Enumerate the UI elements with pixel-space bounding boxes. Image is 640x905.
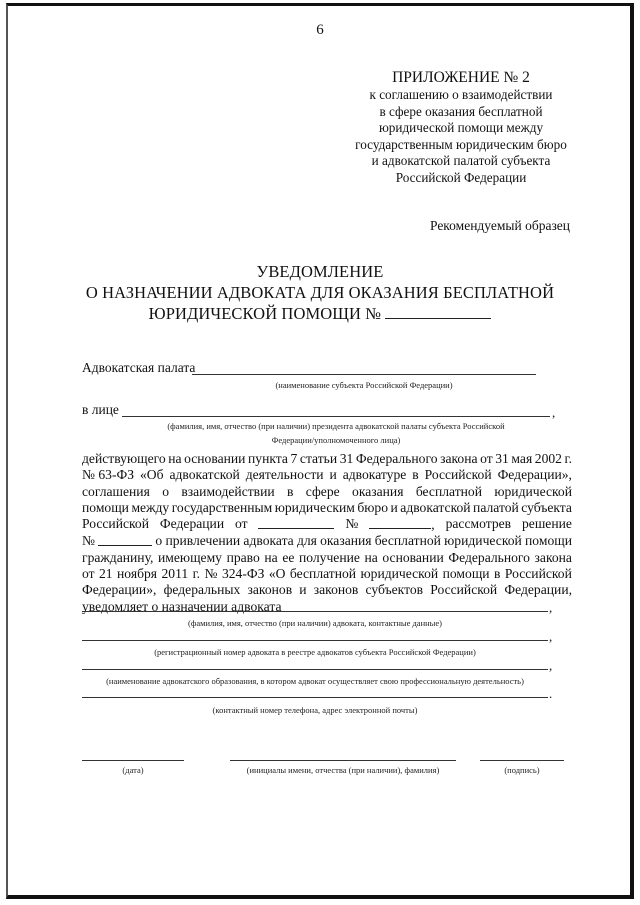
signature-caption: (подпись) — [504, 765, 540, 775]
body-word: на — [168, 451, 182, 466]
body-line — [82, 500, 572, 516]
body-word: закона — [534, 549, 572, 565]
body-word: Российской — [504, 566, 572, 582]
notice-number-field[interactable] — [385, 304, 491, 319]
date-caption: (дата) — [122, 765, 144, 775]
body-line — [82, 582, 572, 598]
body-word: бюро — [357, 499, 389, 515]
body-word: имеющему — [158, 549, 222, 565]
appendix-line: в сфере оказания бесплатной — [379, 103, 543, 119]
represented-by-label: в лице — [82, 402, 119, 417]
body-word: Федерального — [448, 549, 530, 565]
body-word: статьи — [299, 451, 338, 466]
body-word: «О — [268, 566, 286, 582]
body-word: адвоката — [243, 533, 294, 549]
body-word: взаимодействии — [181, 483, 275, 499]
body-word: адвокатской — [169, 467, 240, 483]
decision-number-field[interactable] — [98, 533, 152, 546]
body-line: уведомляет о назначении адвоката — [82, 598, 282, 614]
body-line: Российской Федерации от № , рассмотрев решение — [82, 516, 572, 533]
body-word: сфере — [305, 483, 340, 499]
agreement-number-field[interactable] — [369, 516, 431, 529]
body-word: помощи — [442, 566, 490, 582]
body-word: 7 — [290, 451, 298, 466]
body-word: законов — [313, 582, 359, 598]
body-word: соглашения — [82, 483, 150, 499]
name-initials-field[interactable] — [230, 760, 456, 761]
body-word: оказания — [352, 483, 404, 499]
body-word: Федерации», — [82, 582, 157, 598]
body-word: Российской — [424, 467, 492, 483]
body-word: действующего — [82, 451, 166, 466]
appendix-heading: ПРИЛОЖЕНИЕ № 2 — [392, 69, 530, 86]
body-word: мая — [511, 451, 533, 466]
body-word: 2011 — [161, 566, 189, 582]
body-word: в — [412, 467, 419, 483]
body-word: законов — [247, 582, 293, 598]
appendix-line: Российской Федерации — [395, 169, 527, 185]
body-word: юридической — [360, 566, 439, 582]
body-word: федеральных — [163, 582, 241, 598]
contact-caption: (контактный номер телефона, адрес электронной почты) — [212, 705, 418, 715]
bar-formation-field[interactable] — [82, 669, 548, 670]
date-field[interactable] — [82, 760, 184, 761]
body-word: 2002 — [534, 451, 562, 466]
body-word: и — [329, 467, 337, 483]
agreement-date-field[interactable] — [258, 516, 334, 529]
bar-chamber-label: Адвокатская палата — [82, 360, 196, 375]
signature-field[interactable] — [480, 760, 564, 761]
body-word: адвокатской — [400, 499, 471, 515]
body-word: бесплатной — [415, 483, 482, 499]
body-word: от — [82, 566, 95, 582]
body-word: право — [226, 549, 260, 565]
body-word: 21 — [99, 566, 113, 582]
represented-by-field[interactable] — [122, 416, 550, 417]
bar-formation-caption: (наименование адвокатского образования, в котором адвокат осуществляет свою профессиональную деятельность) — [106, 676, 524, 686]
body-word: ноября — [117, 566, 158, 582]
body-line — [82, 550, 572, 566]
body-word: на — [364, 549, 378, 565]
body-word: о — [162, 483, 169, 499]
body-word: бесплатной — [289, 566, 357, 582]
appendix-line: к соглашению о взаимодействии — [369, 87, 553, 102]
body-word: юридической — [444, 533, 522, 549]
body-paragraph — [82, 451, 572, 615]
body-word: деятельности — [245, 467, 324, 483]
bar-chamber-field[interactable] — [192, 374, 536, 375]
title-line-3: ЮРИДИЧЕСКОЙ ПОМОЩИ № — [60, 303, 580, 324]
title-line-1: УВЕДОМЛЕНИЕ — [256, 262, 384, 281]
registration-number-field[interactable] — [82, 640, 548, 641]
body-word: Российской — [430, 582, 498, 598]
contact-field[interactable] — [82, 697, 548, 698]
body-word: бесплатной — [374, 533, 441, 549]
appendix-line: юридической помощи между — [378, 120, 544, 136]
body-word: основании — [382, 549, 444, 565]
body-word: от — [480, 451, 493, 466]
body-word: 31 — [495, 451, 509, 466]
body-word: юридическим — [274, 499, 355, 515]
body-word: 31 — [339, 451, 354, 466]
title-line-2: О НАЗНАЧЕНИИ АДВОКАТА ДЛЯ ОКАЗАНИЯ БЕСПЛАТНОЙ — [85, 283, 555, 302]
page-number: 6 — [316, 22, 324, 38]
body-word: и — [390, 499, 398, 515]
represented-by-caption-2: Федерации/уполномоченного лица) — [271, 435, 401, 445]
body-word: помощи — [525, 533, 572, 549]
body-word: государственным — [171, 499, 273, 515]
body-word: оказания — [320, 533, 372, 549]
body-word: 324-ФЗ — [221, 566, 265, 582]
sample-label: Рекомендуемый образец — [429, 218, 570, 233]
bar-chamber-caption: (наименование субъекта Российской Федерации) — [275, 380, 453, 390]
body-word: о — [155, 533, 163, 549]
body-word: Федерации», — [497, 467, 572, 483]
lawyer-name-field[interactable] — [82, 611, 548, 612]
body-word: в — [494, 566, 501, 582]
document-title — [60, 261, 580, 324]
body-word: закона — [440, 451, 478, 466]
represented-by-caption-1: (фамилия, имя, отчество (при наличии) президента адвокатской палаты субъекта Российской — [167, 421, 505, 431]
body-word: для — [296, 533, 317, 549]
lawyer-name-caption: (фамилия, имя, отчество (при наличии) адвоката, контактные данные) — [187, 618, 442, 628]
registration-number-caption: (регистрационный номер адвоката в реестре адвокатов субъекта Российской Федерации) — [154, 647, 476, 657]
body-word: Федерального — [355, 451, 438, 466]
body-word: пункта — [248, 451, 288, 466]
name-initials-caption: (инициалы имени, отчества (при наличии), фамилия) — [246, 765, 440, 775]
body-line — [82, 484, 572, 500]
body-word: «Об — [140, 467, 164, 483]
body-line — [82, 566, 572, 582]
body-word: на — [264, 549, 278, 565]
body-word: Федерации, — [504, 582, 572, 598]
body-line — [82, 451, 572, 467]
body-word: в — [287, 483, 294, 499]
body-line: № о привлечении адвоката для оказания бесплатной юридической помощи — [82, 533, 572, 549]
body-line — [82, 467, 572, 483]
appendix-block — [345, 68, 577, 187]
appendix-line: государственным юридическим бюро — [355, 136, 567, 152]
body-word: палатой — [473, 499, 519, 515]
body-word: ее — [282, 549, 295, 565]
body-word: получение — [298, 549, 360, 565]
body-word: адвокатуре — [342, 467, 407, 483]
body-word: гражданину, — [82, 549, 154, 565]
body-word: г. — [564, 451, 572, 466]
body-word: субъектов — [365, 582, 424, 598]
body-word: основании — [184, 451, 246, 466]
body-word: юридической — [494, 483, 572, 499]
body-word: № 63-ФЗ — [82, 467, 135, 483]
body-word: привлечении — [165, 533, 241, 549]
body-word: между — [131, 499, 170, 515]
appendix-line: и адвокатской палатой субъекта — [371, 153, 551, 169]
body-word: г. — [192, 566, 201, 582]
body-word: и — [299, 582, 307, 598]
body-word: № — [204, 566, 218, 582]
body-word: помощи — [82, 499, 129, 515]
body-word: субъекта — [521, 499, 572, 515]
